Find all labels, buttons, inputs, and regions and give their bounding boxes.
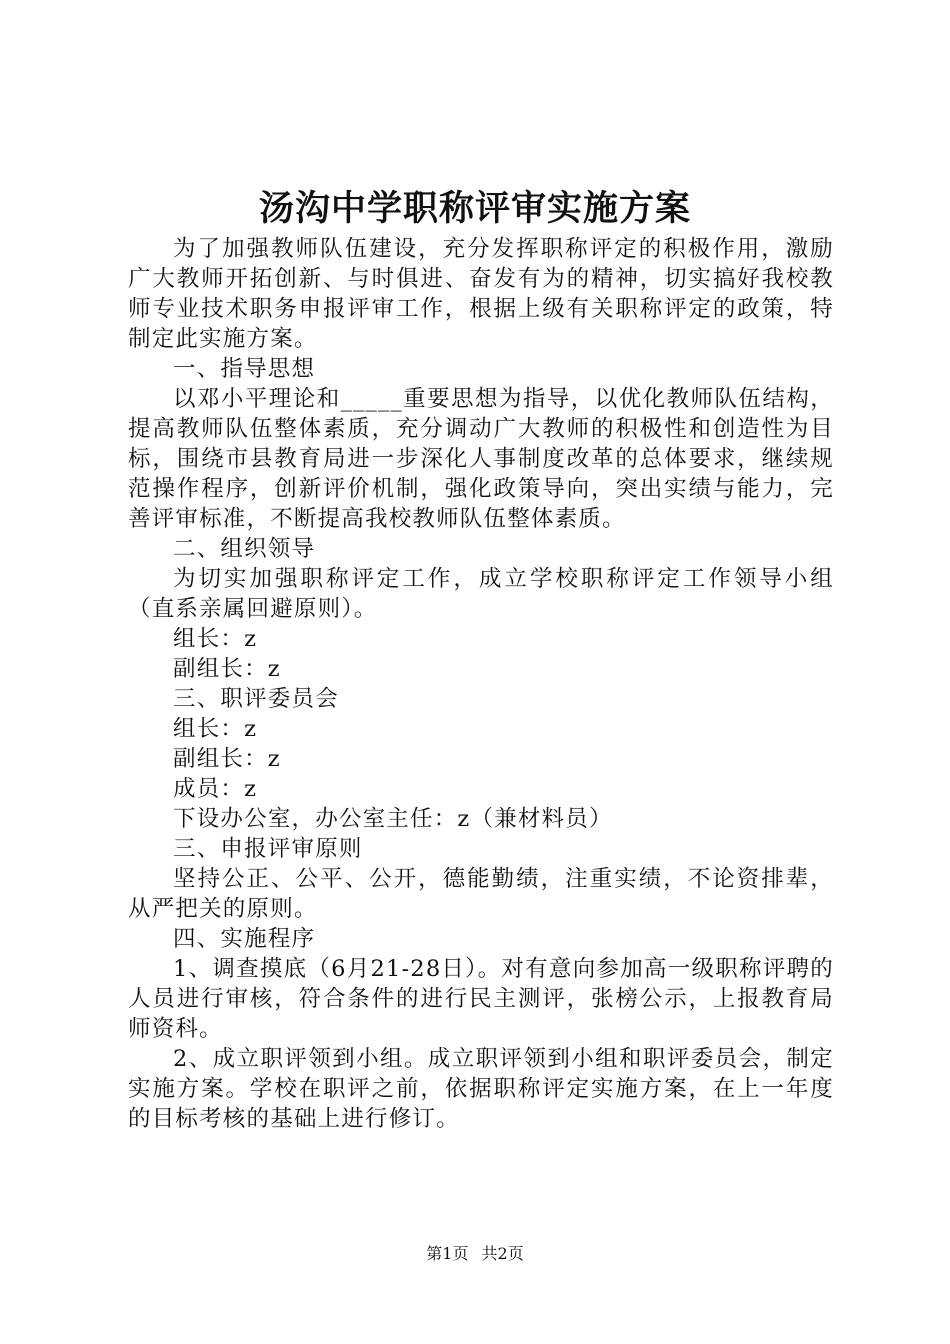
page-number: 第1页 — [426, 1244, 469, 1263]
body-paragraph: 为切实加强职称评定工作，成立学校职称评定工作领导小组（直系亲属回避原则）。 — [128, 566, 834, 622]
document-title: 汤沟中学职称评审实施方案 — [258, 188, 691, 229]
section-heading: 四、实施程序 — [173, 926, 316, 952]
page-footer — [0, 1243, 950, 1265]
list-item: 成员：z — [173, 776, 258, 802]
body-paragraph: 1、调查摸底（6月21-28日）。对有意向参加高一级职称评聘的人员进行审核，符合条件的进行民主测评，张榜公示，上报教育局师资科。 — [128, 956, 834, 1042]
list-item: 组长：z — [173, 716, 258, 742]
list-item: 副组长：z — [173, 746, 281, 772]
body-paragraph: 坚持公正、公平、公开，德能勤绩，注重实绩，不论资排辈，从严把关的原则。 — [128, 866, 834, 922]
section-heading: 二、组织领导 — [173, 536, 316, 562]
list-item: 副组长：z — [173, 656, 281, 682]
section-heading: 三、申报评审原则 — [173, 836, 363, 862]
list-item: 组长：z — [173, 626, 258, 652]
list-item: 下设办公室，办公室主任：z（兼材料员） — [173, 806, 613, 832]
page-total: 共2页 — [481, 1244, 524, 1263]
document-body — [128, 234, 834, 1134]
section-heading: 一、指导思想 — [173, 356, 316, 382]
intro-paragraph: 为了加强教师队伍建设，充分发挥职称评定的积极作用，激励广大教师开拓创新、与时俱进、奋发有为的精神，切实搞好我校教师专业技术职务申报评审工作，根据上级有关职称评定的政策，特制定此实施方案。 — [128, 236, 834, 352]
body-paragraph: 以邓小平理论和_____重要思想为指导，以优化教师队伍结构，提高教师队伍整体素质，充分调动广大教师的积极性和创造性为目标，围绕市县教育局进一步深化人事制度改革的总体要求，继续规范操作程序，创新评价机制，强化政策导向，突出实绩与能力，完善评审标准，不断提高我校教师队伍整体素质。 — [128, 386, 834, 532]
body-paragraph: 2、成立职评领到小组。成立职评领到小组和职评委员会，制定实施方案。学校在职评之前，依据职称评定实施方案，在上一年度的目标考核的基础上进行修订。 — [128, 1046, 834, 1132]
section-heading: 三、职评委员会 — [173, 686, 339, 712]
